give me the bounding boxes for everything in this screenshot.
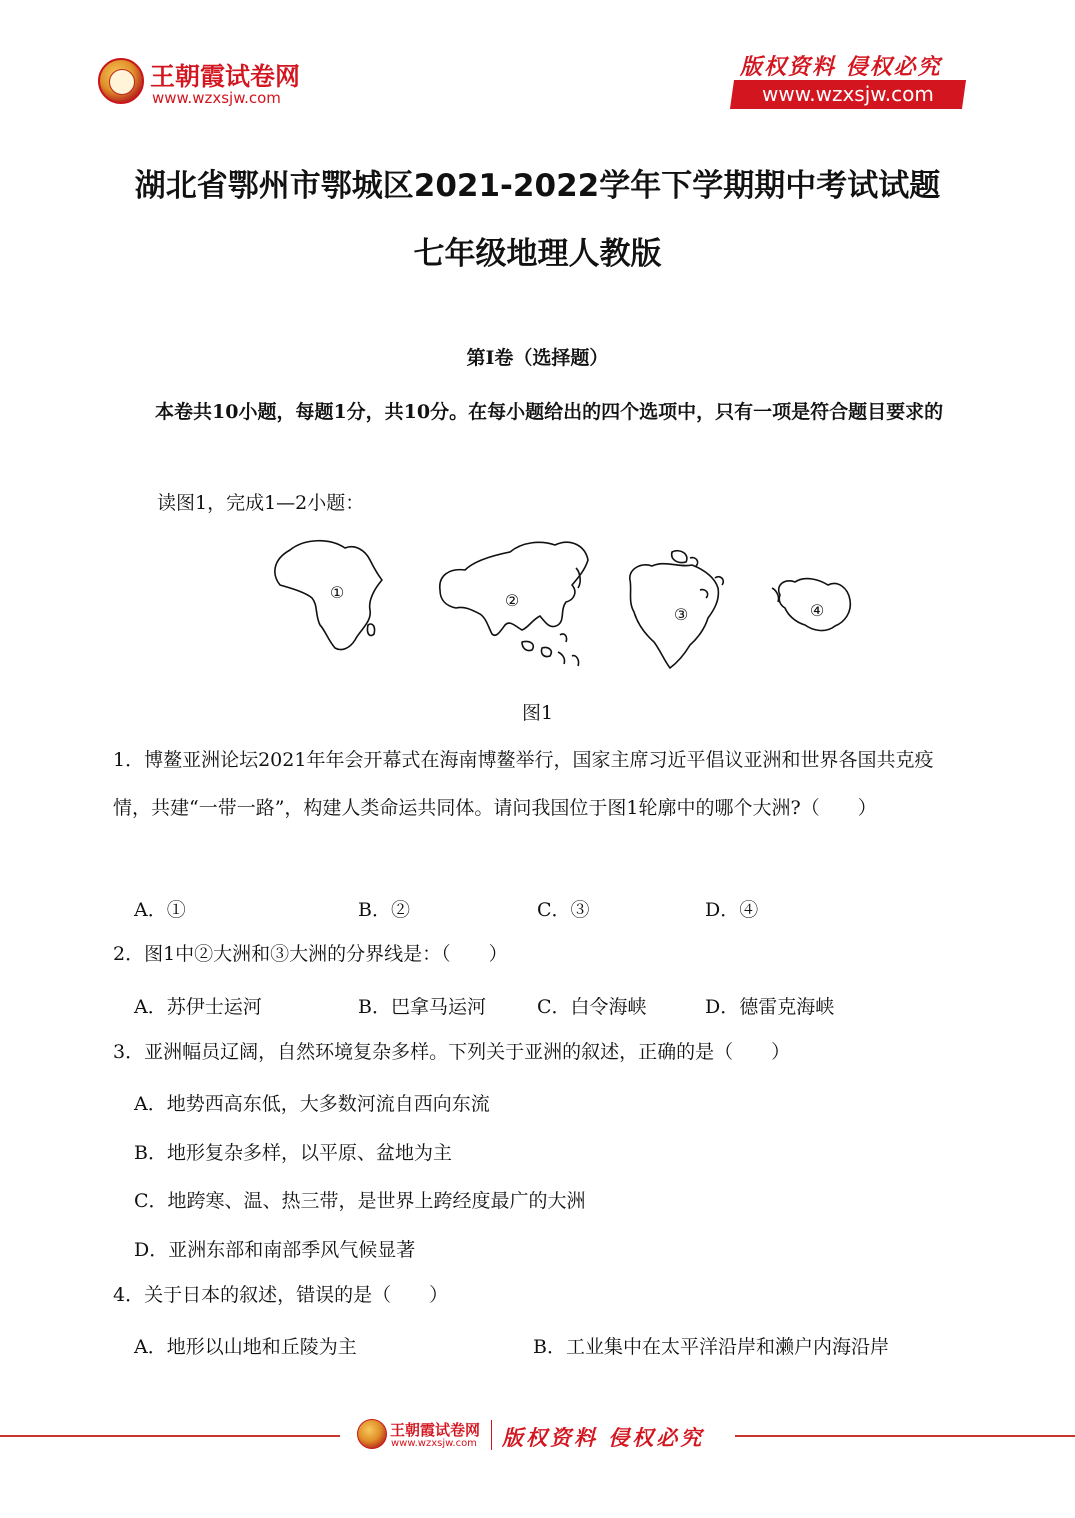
question-3-stem: 3．亚洲幅员辽阔，自然环境复杂多样。下列关于亚洲的叙述，正确的是（ ）: [113, 1041, 791, 1063]
figure-label-3: ③: [673, 605, 689, 624]
q1-option-c[interactable]: C．③: [537, 899, 590, 921]
q2-option-c[interactable]: C．白令海峡: [537, 996, 647, 1018]
q2-option-a[interactable]: A．苏伊士运河: [134, 996, 262, 1018]
q1-option-b[interactable]: B．②: [358, 899, 410, 921]
figure-caption: 图1: [521, 702, 554, 724]
site-url-banner[interactable]: [730, 80, 966, 109]
q3-option-d[interactable]: D．亚洲东部和南部季风气候显著: [134, 1239, 416, 1261]
copyright-notice: 版权资料 侵权必究: [740, 54, 942, 80]
section-heading: 第Ⅰ卷（选择题）: [466, 347, 609, 369]
footer-divider-right: [735, 1435, 1075, 1437]
site-logo-url[interactable]: www.wzxsjw.com: [152, 89, 281, 107]
africa-outline: [275, 541, 382, 650]
q4-option-a[interactable]: A．地形以山地和丘陵为主: [134, 1336, 357, 1358]
question-4-stem: 4．关于日本的叙述，错误的是（ ）: [113, 1284, 449, 1306]
footer-site-name: 王朝霞试卷网: [390, 1421, 481, 1439]
footer-divider-left: [0, 1435, 340, 1437]
q3-option-b[interactable]: B．地形复杂多样，以平原、盆地为主: [134, 1142, 452, 1164]
site-url-text[interactable]: www.wzxsjw.com: [762, 82, 934, 106]
continent-outlines-figure: [260, 530, 860, 680]
logo-badge-icon: [98, 58, 144, 104]
figure-label-4: ④: [809, 601, 825, 620]
figure-label-2: ②: [504, 591, 520, 610]
q1-option-a[interactable]: A．①: [134, 899, 186, 921]
site-logo-name: 王朝霞试卷网: [150, 62, 301, 91]
footer-logo-icon: [357, 1419, 387, 1449]
figure-lead-text: 读图1，完成1—2小题：: [157, 492, 365, 514]
exam-subtitle: 七年级地理人教版: [413, 236, 662, 272]
figure-label-1: ①: [329, 583, 345, 602]
exam-title: 湖北省鄂州市鄂城区2021-2022学年下学期期中考试试题: [134, 168, 941, 204]
section-instruction: 本卷共10小题，每题1分，共10分。在每小题给出的四个选项中，只有一项是符合题目要求的: [155, 401, 944, 423]
footer-site-url[interactable]: www.wzxsjw.com: [391, 1438, 477, 1449]
footer-copyright: 版权资料 侵权必究: [502, 1425, 705, 1450]
question-2-stem: 2．图1中②大洲和③大洲的分界线是：（ ）: [113, 943, 508, 965]
footer-separator: [491, 1420, 492, 1450]
q3-option-a[interactable]: A．地势西高东低，大多数河流自西向东流: [134, 1093, 490, 1115]
q3-option-c[interactable]: C．地跨寒、温、热三带，是世界上跨经度最广的大洲: [134, 1190, 586, 1212]
q1-option-d[interactable]: D．④: [705, 899, 759, 921]
asia-outline: [440, 542, 588, 635]
question-1-stem: 1．博鳌亚洲论坛2021年年会开幕式在海南博鳌举行，国家主席习近平倡议亚洲和世界各国共克疫情，共建“一带一路”，构建人类命运共同体。请问我国位于图1轮廓中的哪个大洲?（ ）: [113, 749, 934, 819]
q2-option-d[interactable]: D．德雷克海峡: [705, 996, 835, 1018]
q2-option-b[interactable]: B．巴拿马运河: [358, 996, 486, 1018]
q4-option-b[interactable]: B．工业集中在太平洋沿岸和濑户内海沿岸: [533, 1336, 889, 1358]
